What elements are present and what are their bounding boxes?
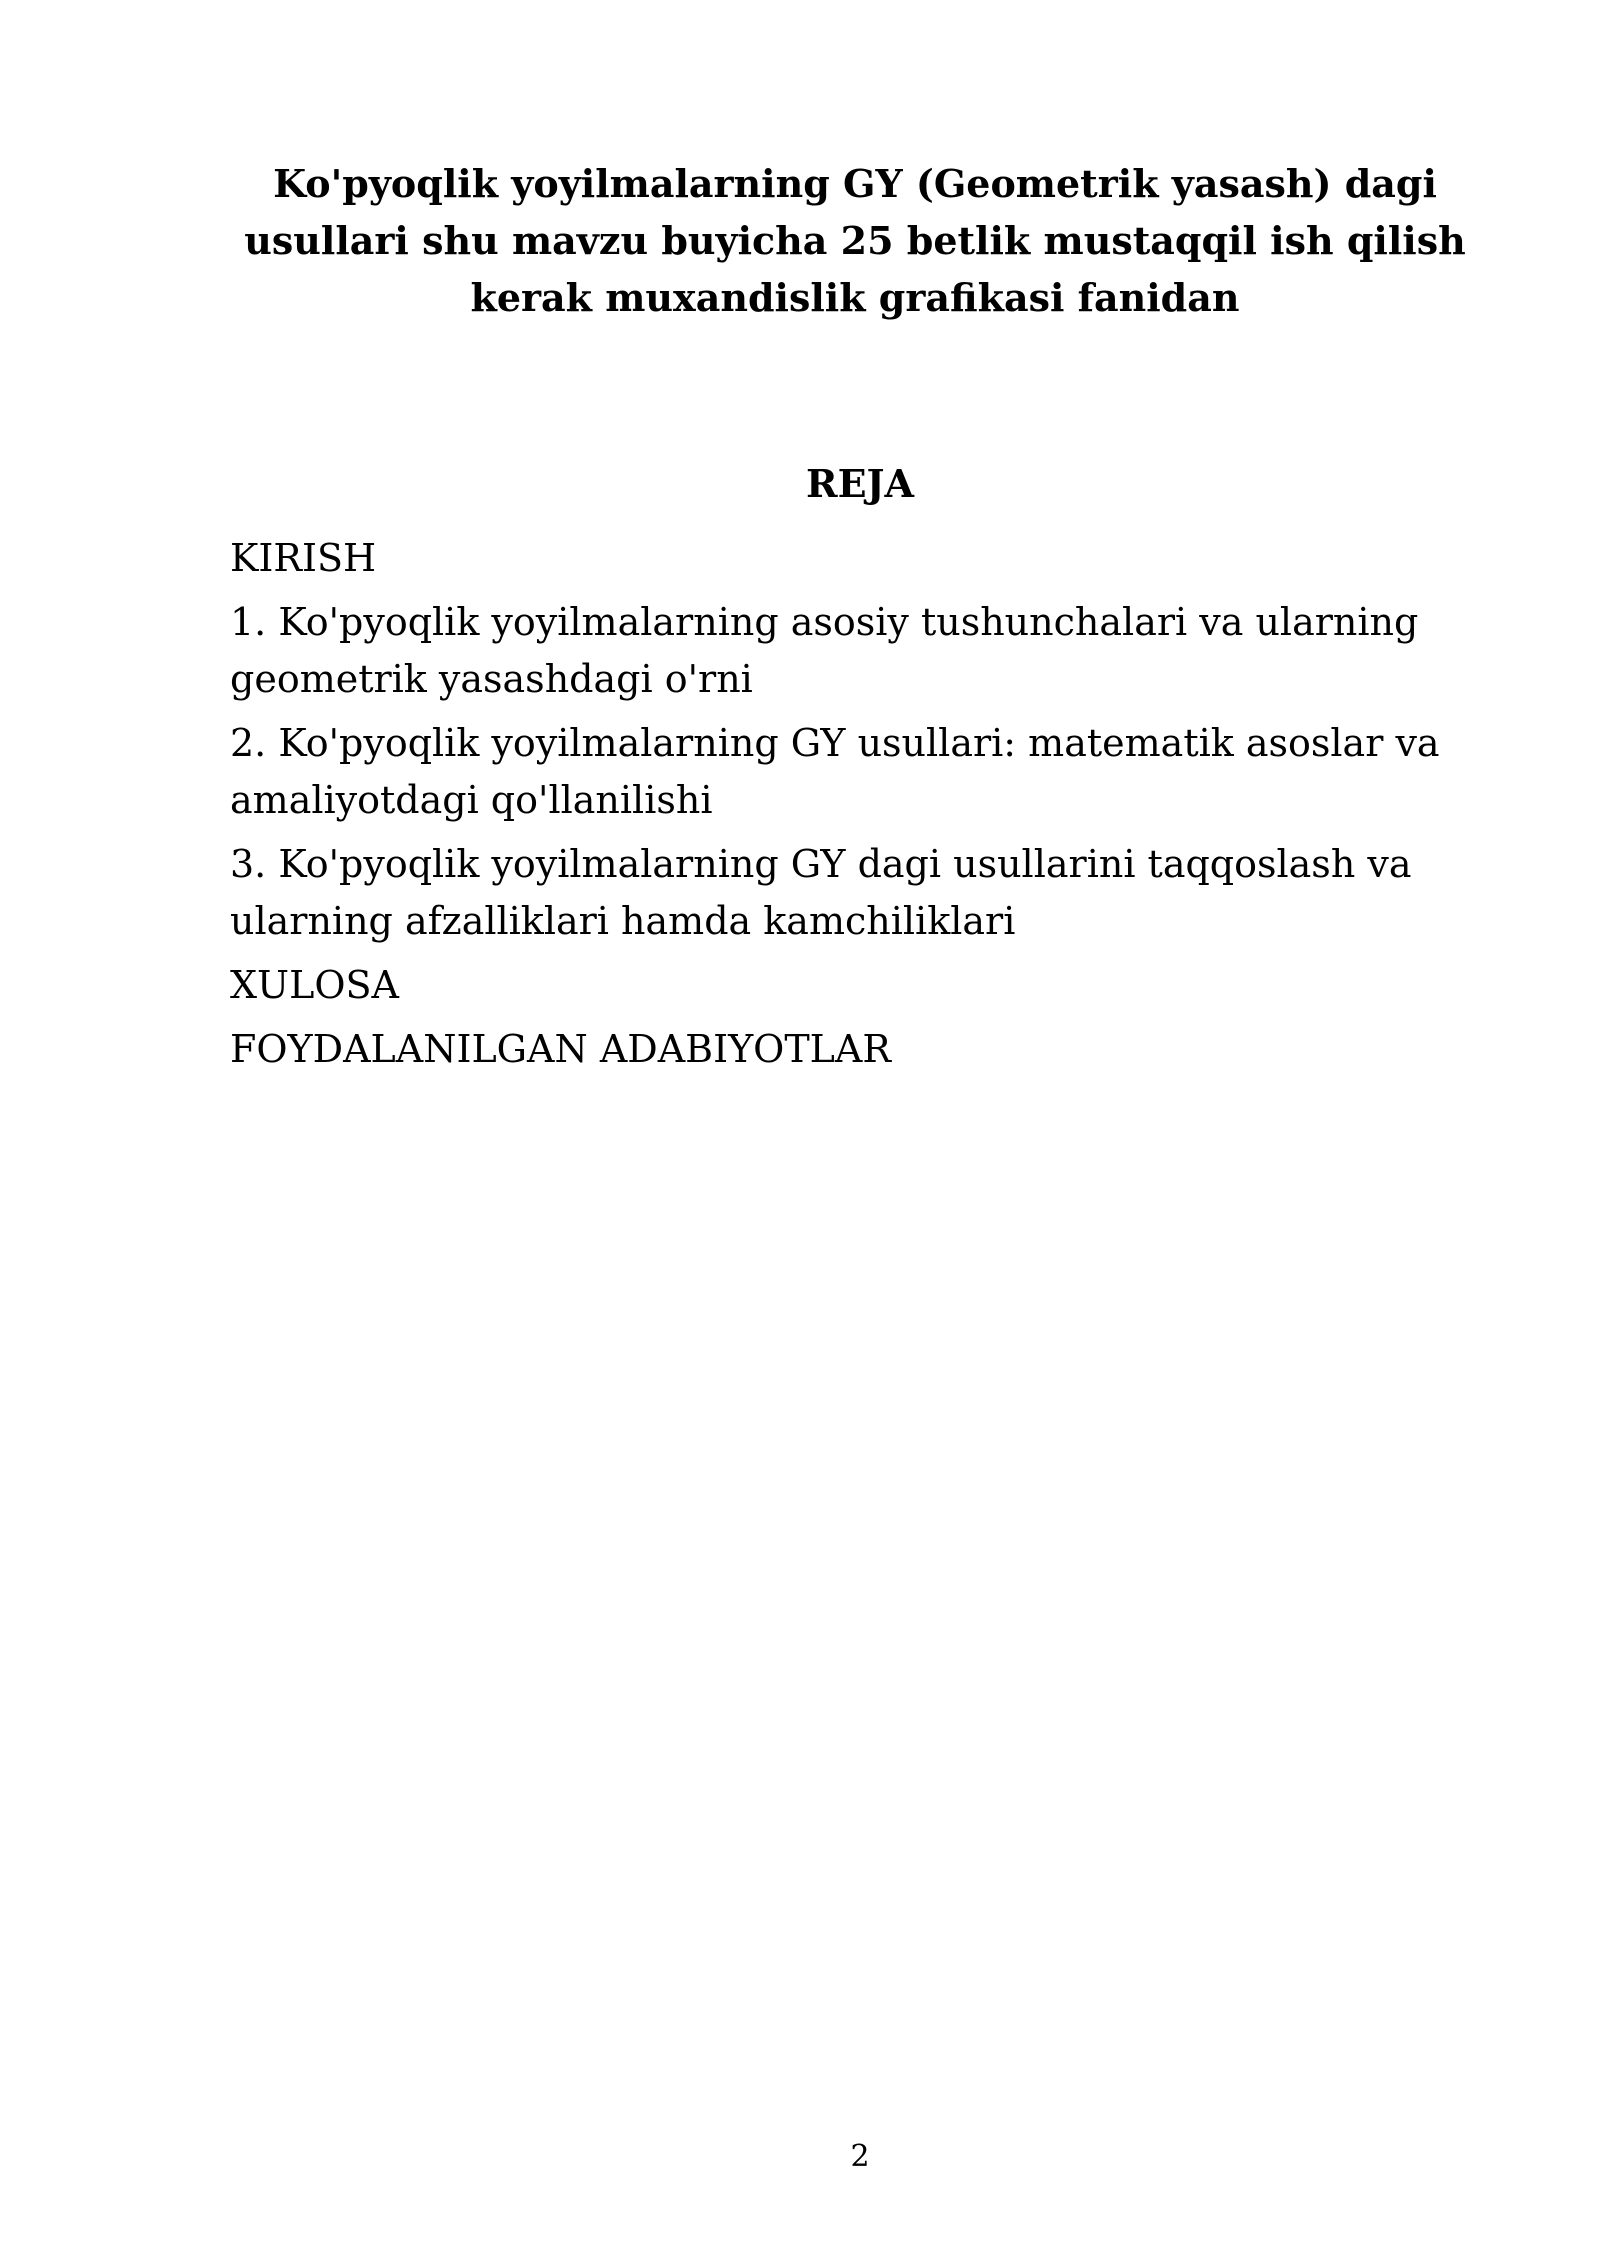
toc-item-line: 1. Ko'pyoqlik yoyilmalarning asosiy tushunchalari va ularning (230, 600, 1419, 644)
toc-item-line: 2. Ko'pyoqlik yoyilmalarning GY usullari: matematik asoslar va (230, 721, 1440, 765)
toc-item-line: amaliyotdagi qo'llanilishi (230, 778, 713, 822)
toc-item-line: XULOSA (230, 963, 399, 1007)
title-line: usullari shu mavzu buyicha 25 betlik mustaqqil ish qilish (244, 218, 1466, 263)
toc-item-conclusion (230, 957, 1490, 1014)
toc-item-chapter-3 (230, 836, 1490, 950)
toc-item-line: KIRISH (230, 536, 377, 580)
plan-heading: REJA (805, 461, 914, 506)
document-title (230, 155, 1480, 326)
title-line: Ko'pyoqlik yoyilmalarning GY (Geometrik yasash) dagi (273, 161, 1437, 206)
table-of-contents (230, 530, 1490, 1085)
toc-item-introduction (230, 530, 1490, 587)
toc-item-line: 3. Ko'pyoqlik yoyilmalarning GY dagi usullarini taqqoslash va (230, 842, 1412, 886)
page-number: 2 (850, 2139, 870, 2174)
title-line: kerak muxandislik grafikasi fanidan (470, 275, 1240, 320)
toc-item-references (230, 1021, 1490, 1078)
toc-item-chapter-2 (230, 715, 1490, 829)
toc-item-line: geometrik yasashdagi o'rni (230, 657, 753, 701)
toc-item-line: FOYDALANILGAN ADABIYOTLAR (230, 1027, 891, 1071)
toc-item-line: ularning afzalliklari hamda kamchiliklari (230, 899, 1016, 943)
toc-item-chapter-1 (230, 594, 1490, 708)
